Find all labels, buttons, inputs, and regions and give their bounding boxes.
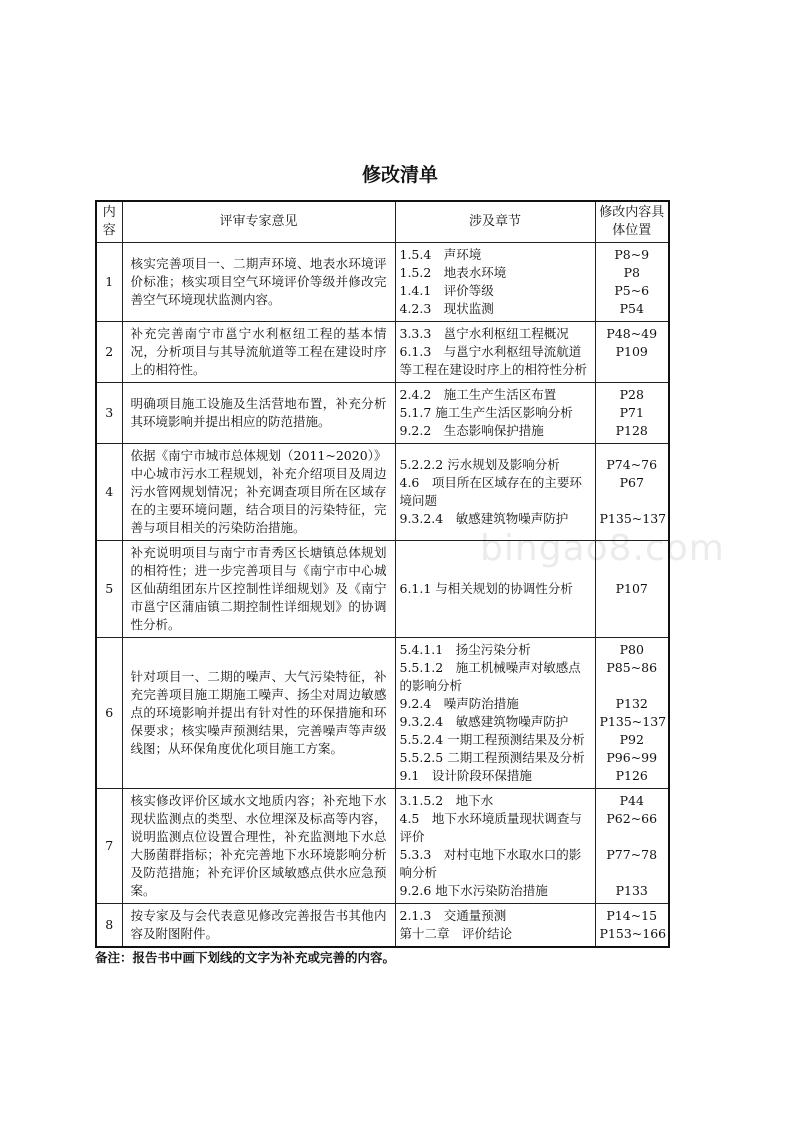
position-item: P109 [615, 344, 648, 359]
section-item: 1.5.4 声环境 [399, 247, 482, 262]
section-item: 3.3.3 邕宁水利枢纽工程概况 [399, 326, 569, 341]
section-item: 5.4.1.1 扬尘污染分析 [399, 642, 531, 657]
section-item: 9.3.2.4 敏感建筑物噪声防护 [399, 511, 569, 526]
position-item: P8 [623, 265, 640, 280]
section-item: 第十二章 评价结论 [399, 926, 513, 941]
row-number: 2 [96, 322, 122, 383]
table-row [96, 383, 669, 444]
position-item: P77~78 [606, 847, 658, 862]
document-title: 修改清单 [361, 164, 438, 186]
section-item: 5.5.2.4 一期工程预测结果及分析 [399, 732, 585, 747]
position-item: P62~66 [606, 811, 658, 826]
header-opinion: 评审专家意见 [122, 201, 395, 243]
position-cell [595, 444, 669, 541]
expert-opinion: 核实完善项目一、二期声环境、地表水环境评价标准；核实项目空气环境评价等级并修改完善空气环境现状监测内容。 [122, 243, 395, 322]
section-cell [395, 638, 595, 789]
position-item: P14~15 [606, 908, 658, 923]
expert-opinion: 按专家及与会代表意见修改完善报告书其他内容及附图附件。 [122, 904, 395, 948]
section-item: 4.6 项目所在区域存在的主要环境问题 [399, 475, 582, 508]
position-item: P8~9 [614, 247, 650, 262]
row-number: 8 [96, 904, 122, 948]
section-item: 6.1.1 与相关规划的协调性分析 [399, 581, 573, 596]
position-item: P28 [619, 387, 644, 402]
row-number: 5 [96, 541, 122, 638]
position-cell [595, 904, 669, 948]
header-position: 修改内容具体位置 [595, 201, 669, 243]
position-item: P128 [615, 423, 648, 438]
section-cell [395, 322, 595, 383]
section-item: 4.2.3 现状监测 [399, 301, 494, 316]
table-row [96, 322, 669, 383]
section-item: 1.4.1 评价等级 [399, 283, 494, 298]
row-number: 4 [96, 444, 122, 541]
position-item: P74~76 [606, 457, 658, 472]
section-item: 9.1 设计阶段环保措施 [399, 768, 532, 783]
row-number: 6 [96, 638, 122, 789]
position-item: P85~86 [606, 660, 658, 675]
position-item: P135~137 [599, 511, 667, 526]
position-item: P133 [615, 883, 648, 898]
table-row [96, 638, 669, 789]
expert-opinion: 补充说明项目与南宁市青秀区长塘镇总体规划的相符性；进一步完善项目与《南宁市中心城区仙葫组团东片区控制性详细规划》及《南宁市邕宁区蒲庙镇二期控制性详细规划》的协调性分析。 [122, 541, 395, 638]
row-number: 7 [96, 789, 122, 904]
position-item: P107 [615, 581, 648, 596]
revision-table [95, 200, 670, 948]
section-item: 5.2.2.2 污水规划及影响分析 [399, 457, 560, 472]
section-item: 5.5.2.5 二期工程预测结果及分析 [399, 750, 585, 765]
table-header-row [96, 201, 669, 243]
section-cell [395, 789, 595, 904]
position-item: P96~99 [606, 750, 658, 765]
position-item: P71 [619, 405, 644, 420]
expert-opinion: 明确项目施工设施及生活营地布置，补充分析其环境影响并提出相应的防范措施。 [122, 383, 395, 444]
position-cell [595, 638, 669, 789]
section-item: 2.1.3 交通量预测 [399, 908, 507, 923]
expert-opinion: 针对项目一、二期的噪声、大气污染特征，补充完善项目施工期施工噪声、扬尘对周边敏感点的环境影响并提出有针对性的环保措施和环保要求；核实噪声预测结果，完善噪声等声级线图；从环保角度优化项目施工方案。 [122, 638, 395, 789]
position-item: P54 [619, 301, 644, 316]
header-section: 涉及章节 [395, 201, 595, 243]
position-item: P135~137 [599, 714, 667, 729]
section-item: 5.3.3 对村屯地下水取水口的影响分析 [399, 847, 582, 880]
section-item: 9.2.2 生态影响保护措施 [399, 423, 544, 438]
table-row [96, 243, 669, 322]
footnote: 备注：报告书中画下划线的文字为补充或完善的内容。 [95, 950, 396, 965]
expert-opinion: 核实修改评价区域水文地质内容；补充地下水现状监测点的类型、水位埋深及标高等内容，说明监测点位设置合理性，补充监测地下水总大肠菌群指标；补充完善地下水环境影响分析及防范措施；补充评价区域敏感点供水应急预案。 [122, 789, 395, 904]
expert-opinion: 依据《南宁市城市总体规划（2011~2020）》中心城市污水工程规划，补充介绍项目及周边污水管网规划情况；补充调查项目所在区域存在的主要环境问题，结合项目的污染特征，完善与项目相关的污染防治措施。 [122, 444, 395, 541]
position-item: P48~49 [606, 326, 658, 341]
table-row [96, 904, 669, 948]
row-number: 1 [96, 243, 122, 322]
section-item: 4.5 地下水环境质量现状调查与评价 [399, 811, 582, 844]
section-item: 1.5.2 地表水环境 [399, 265, 507, 280]
section-item: 5.5.1.2 施工机械噪声对敏感点的影响分析 [399, 660, 581, 693]
position-item: P92 [619, 732, 644, 747]
section-cell [395, 904, 595, 948]
table-row [96, 444, 669, 541]
watermark: bingao8.com [480, 528, 725, 569]
section-item: 5.1.7 施工生产生活区影响分析 [399, 405, 573, 420]
section-cell [395, 383, 595, 444]
section-item: 9.2.4 噪声防治措施 [399, 696, 519, 711]
position-cell [595, 322, 669, 383]
position-item: P132 [615, 696, 648, 711]
row-number: 3 [96, 383, 122, 444]
position-item: P67 [619, 475, 644, 490]
position-item: P80 [619, 642, 644, 657]
position-item: P126 [615, 768, 648, 783]
section-cell [395, 243, 595, 322]
section-item: 9.2.6 地下水污染防治措施 [399, 883, 548, 898]
position-cell [595, 243, 669, 322]
position-item: P5~6 [614, 283, 650, 298]
position-cell [595, 383, 669, 444]
position-cell [595, 789, 669, 904]
section-item: 3.1.5.2 地下水 [399, 793, 494, 808]
section-item: 2.4.2 施工生产生活区布置 [399, 387, 557, 402]
header-num: 内容 [96, 201, 122, 243]
section-item: 6.1.3 与邕宁水利枢纽导流航道等工程在建设时序上的相符性分析 [399, 344, 588, 377]
section-cell [395, 444, 595, 541]
position-item: P44 [619, 793, 644, 808]
position-item: P153~166 [599, 926, 667, 941]
section-item: 9.3.2.4 敏感建筑物噪声防护 [399, 714, 569, 729]
expert-opinion: 补充完善南宁市邕宁水利枢纽工程的基本情况，分析项目与其导流航道等工程在建设时序上的相符性。 [122, 322, 395, 383]
table-row [96, 789, 669, 904]
